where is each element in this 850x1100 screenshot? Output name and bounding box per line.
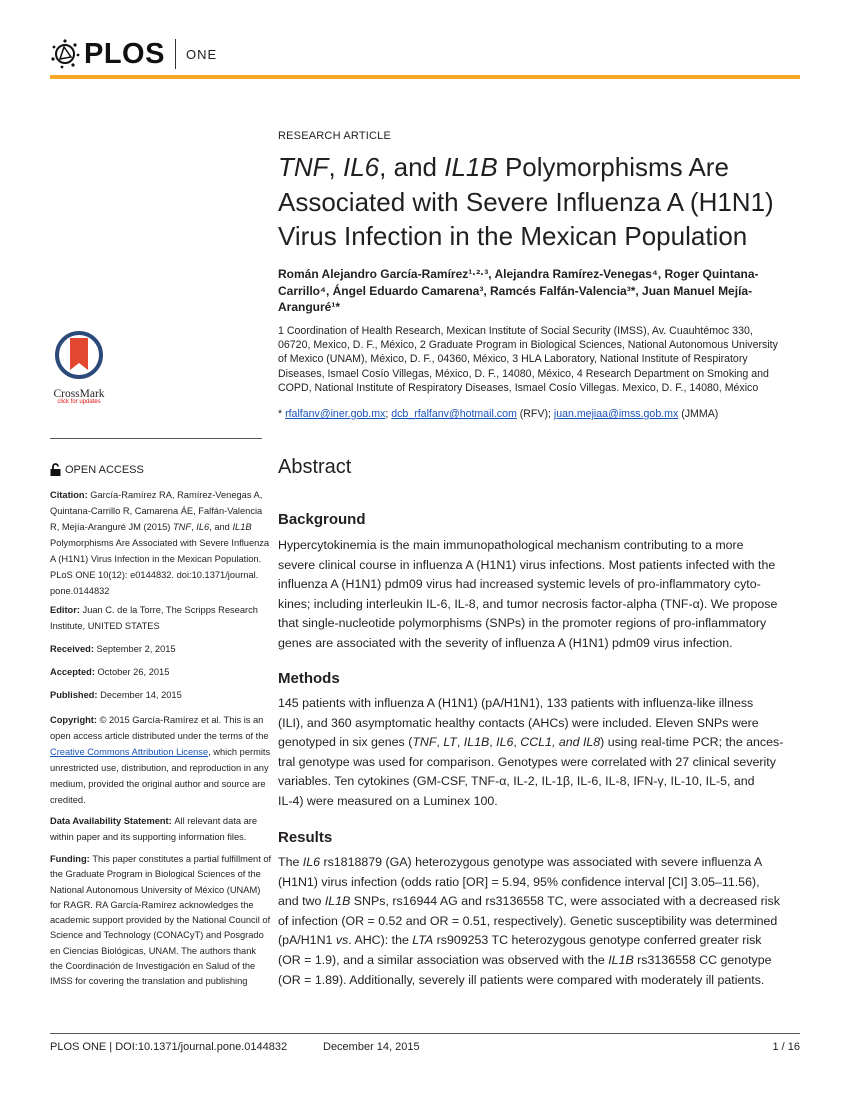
open-lock-icon <box>50 463 61 476</box>
funding-block <box>50 852 272 990</box>
data-availability-label: Data Availability Statement: <box>50 816 175 826</box>
email-note-1: (RFV); <box>516 408 554 420</box>
logo-divider <box>175 39 176 69</box>
text-line: medium, provided the original author and source are <box>50 779 266 789</box>
accepted-label: Accepted: <box>50 667 98 677</box>
affiliations <box>278 324 808 395</box>
text-segment: , <box>328 152 343 182</box>
italic-term: IL1B <box>232 522 252 532</box>
text-line: that single-nucleotide polymorphisms (SNPs) in the promoter regions of pro-inflammatory <box>278 616 767 631</box>
author-list <box>278 266 808 316</box>
crossmark-sub: click for updates <box>57 399 101 405</box>
text-line: severe clinical course in influenza A (H1N1) virus infections. Most patients infected with the <box>278 557 776 572</box>
text-line: variables. Ten cytokines (GM-CSF, TNF-α, IL-2, IL-1β, IL-6, IL-8, IFN-γ, IL-10, IL-5, and <box>278 774 755 789</box>
funding-label: Funding: <box>50 854 93 864</box>
email-link-3[interactable]: juan.mejiaa@imss.gob.mx <box>553 408 679 420</box>
italic-term: IL1B <box>463 735 490 750</box>
copyright-text-2: open access article distributed under the terms of the <box>50 731 269 741</box>
text-segment: rs1818879 (GA) heterozygous genotype was associated with severe influenza A <box>320 855 763 869</box>
data-availability-block <box>50 813 265 845</box>
copyright-rest <box>50 760 269 808</box>
text-line <box>278 853 818 873</box>
citation-first-line: García-Ramírez RA, Ramírez-Venegas A, <box>90 490 263 500</box>
text-line: IL-4) were measured on a Luminex 100. <box>278 793 498 808</box>
email-link-2[interactable]: dcb_rfalfanv@hotmail.com <box>391 408 517 420</box>
results-heading: Results <box>278 829 333 846</box>
abstract-heading: Abstract <box>278 456 352 478</box>
text-line: (H1N1) virus infection (odds ratio [OR] = 5.94, 95% confidence interval [CI] 3.05–11.56), <box>278 874 760 889</box>
text-line: 06720, Mexico, D. F., México, 2 Graduate Program in Biological Sciences, National Autonomous University <box>278 339 778 352</box>
citation-text <box>50 503 270 599</box>
plos-one-logo <box>50 36 217 72</box>
text-line <box>278 892 818 912</box>
italic-term: IL1B <box>324 894 351 909</box>
text-line: Associated with Severe Influenza A (H1N1) <box>278 186 774 217</box>
asterisk: * <box>278 408 286 420</box>
text-line: within paper and its supporting information files. <box>50 832 247 842</box>
italic-term: IL6 <box>496 735 514 750</box>
text-segment: Polymorphisms Are <box>497 152 729 182</box>
text-line: for RAGR. RA García-Ramírez acknowledges the <box>50 899 254 910</box>
accepted-line <box>50 664 265 680</box>
funding-rest <box>50 867 271 989</box>
accepted-date: October 26, 2015 <box>97 667 170 677</box>
text-line: Carrillo⁴, Ángel Eduardo Camarena³, Ramcés Falfán-Valencia³*, Juan Manuel Mejía- <box>278 283 753 298</box>
text-line: en Ciencias Biológicas, UNAM. The authors thank <box>50 945 257 956</box>
text-line: 145 patients with influenza A (H1N1) (pA/H1N1), 133 patients with influenza-like illness <box>278 696 754 710</box>
text-segment: , <box>191 522 197 532</box>
received-date: September 2, 2015 <box>96 644 176 654</box>
plos-globe-icon <box>50 39 80 69</box>
text-segment: R, Mejía-Aranguré JM (2015) <box>50 522 173 532</box>
crossmark-icon <box>54 330 104 380</box>
text-line <box>278 733 818 753</box>
published-line <box>50 687 265 703</box>
text-segment: (OR = 1.9), and a similar association was observed with the <box>278 952 609 967</box>
text-segment: , <box>456 735 464 750</box>
italic-term: vs <box>335 933 349 948</box>
header-accent-bar <box>50 75 800 79</box>
text-segment: rs3136558 CC genotype <box>633 952 772 967</box>
separator: ; <box>385 408 392 420</box>
text-segment: , <box>513 735 521 750</box>
received-label: Received: <box>50 644 97 654</box>
text-segment: rs909253 TC heterozygous genotype conferred greater risk <box>433 933 762 948</box>
text-line: Aranguré¹* <box>278 300 341 314</box>
text-line: kines; including interleukin IL-6, IL-8, and tumor necrosis factor-alpha (TNF-α). We propose <box>278 596 778 611</box>
footer-doi: PLOS ONE | DOI:10.1371/journal.pone.0144832 <box>50 1041 288 1053</box>
email-note-2: (JMMA) <box>678 408 719 420</box>
italic-term: IL1B <box>444 152 498 182</box>
text-line: (ILI), and 360 asymptomatic healthy contacts (AHCs) were included. Eleven SNPs were <box>278 715 759 730</box>
text-segment: genotyped in six genes ( <box>278 735 413 750</box>
citation-block <box>50 487 270 599</box>
text-line: IMSS for covering the translation and publishing <box>50 976 248 987</box>
text-segment: . AHC): the <box>348 933 413 948</box>
text-line: tral genotype was used for comparison. Genotypes were correlated with 27 clinical severity <box>278 754 776 769</box>
footer-date: December 14, 2015 <box>323 1041 420 1053</box>
text-line <box>278 951 818 971</box>
copyright-label: Copyright: <box>50 715 100 725</box>
journal-name: ONE <box>185 46 218 62</box>
text-line: PLoS ONE 10(12): e0144832. doi:10.1371/journal. <box>50 570 259 580</box>
data-availability-text: All relevant data are <box>174 816 258 826</box>
methods-heading: Methods <box>278 670 340 687</box>
copyright-block <box>50 712 271 808</box>
italic-term: CCL1, and IL8 <box>520 735 601 750</box>
text-line: Román Alejandro García-Ramírez¹·²·³, Alejandra Ramírez-Venegas⁴, Roger Quintana- <box>278 267 759 281</box>
brand-name: PLOS <box>84 37 165 70</box>
text-segment: and two <box>278 894 325 909</box>
text-line: 1 Coordination of Health Research, Mexican Institute of Social Security (IMSS), Av. Cuauhtémoc 330, <box>278 325 753 337</box>
editor-label: Editor: <box>50 605 83 615</box>
text-line: A (H1N1) Virus Infection in the Mexican Population. <box>50 554 262 564</box>
open-access-badge <box>50 463 144 476</box>
text-line: Science and Technology (CONACyT) and Posgrado <box>50 930 264 941</box>
text-line: Quintana-Carrillo R, Camarena ÁE, Falfán-Valencia <box>50 506 263 516</box>
text-line: pone.0144832 <box>50 586 110 596</box>
text-line: the Graduate Program in Biological Sciences of the <box>50 869 261 880</box>
editor-block <box>50 602 265 634</box>
text-line: (OR = 1.89). Additionally, severely ill patients were compared with moderately ill patients. <box>278 972 765 987</box>
text-segment: , <box>489 735 497 750</box>
text-line: National Autonomous University of México (UNAM) <box>50 884 261 895</box>
sidebar-divider <box>50 438 262 439</box>
text-line: COPD, National Institute of Respiratory Diseases, Ismael Cosío Villegas. Mexico, D. F., 14080, México <box>278 381 759 394</box>
text-line: academic support provided by the National Council of <box>50 915 271 926</box>
text-line: credited. <box>50 795 86 805</box>
text-segment: SNPs, rs16944 AG and rs3136558 TC, were associated with a decreased risk <box>350 894 780 909</box>
text-line: Virus Infection in the Mexican Population <box>278 221 748 251</box>
text-line: of infection (OR = 0.52 and OR = 0.51, respectively). Genetic susceptibility was determined <box>278 913 778 928</box>
text-line: the Coordinación de Investigación en Salud of the <box>50 961 256 972</box>
corresponding-emails <box>278 408 718 420</box>
published-date: December 14, 2015 <box>100 690 182 700</box>
email-link-1[interactable]: rfalfanv@iner.gob.mx <box>285 408 386 420</box>
text-line: influenza A (H1N1) pdm09 virus had increased systemic levels of pro-inflammatory cyto- <box>278 577 761 592</box>
text-line: Polymorphisms Are Associated with Severe Influenza <box>50 538 270 548</box>
text-segment: , and <box>209 522 233 532</box>
footer-divider <box>50 1033 800 1034</box>
text-segment: The <box>278 855 303 869</box>
italic-term: LTA <box>412 933 434 948</box>
text-line <box>50 519 265 535</box>
italic-term: TNF <box>278 152 329 182</box>
text-segment: , <box>436 735 444 750</box>
citation-label: Citation: <box>50 490 91 500</box>
received-line <box>50 641 265 657</box>
italic-term: IL6 <box>196 522 210 532</box>
article-type: RESEARCH ARTICLE <box>278 130 392 142</box>
editor-text: Juan C. de la Torre, The Scripps Research <box>82 605 258 615</box>
text-line: genes are associated with the severity of influenza A (H1N1) pdm09 virus infection. <box>278 635 733 650</box>
text-line: unrestricted use, distribution, and reproduction in any <box>50 763 269 773</box>
text-line: Hypercytokinemia is the main immunopathological mechanism contributing to a more <box>278 538 744 552</box>
italic-term: TNF <box>412 735 437 750</box>
italic-term: TNF <box>172 522 192 532</box>
page-number: 1 / 16 <box>772 1041 800 1053</box>
background-text <box>278 536 818 654</box>
italic-term: IL1B <box>608 952 634 967</box>
text-line <box>278 931 818 951</box>
text-line: of Mexico (UNAM), México, D. F., 04360, México, 3 HLA Laboratory, National Institute of Respiratory <box>278 353 748 366</box>
crossmark-label: CrossMark <box>53 388 105 400</box>
text-line <box>278 150 818 185</box>
crossmark-badge[interactable] <box>48 330 110 405</box>
text-segment: , and <box>379 152 445 182</box>
open-access-label: OPEN ACCESS <box>65 463 144 476</box>
italic-term: LT <box>443 735 457 750</box>
data-availability-rest <box>50 829 265 845</box>
results-text <box>278 853 818 990</box>
text-line: Diseases, Ismael Cosío Villegas, México, D. F., 14080, México, 4 Research Department on Smoking and <box>278 367 769 380</box>
background-heading: Background <box>278 511 366 528</box>
editor-text-2: Institute, UNITED STATES <box>50 621 160 631</box>
cc-license-link[interactable]: Creative Commons Attribution License <box>50 747 209 757</box>
italic-term: IL6 <box>302 855 321 869</box>
italic-term: IL6 <box>343 152 380 182</box>
text-segment: (pA/H1N1 <box>278 933 336 948</box>
text-segment: ) using real-time PCR; the ances- <box>600 735 784 750</box>
methods-text <box>278 694 818 812</box>
published-label: Published: <box>50 690 101 700</box>
article-title <box>278 150 818 254</box>
funding-text: This paper constitutes a partial fulfillment of <box>92 854 272 864</box>
copyright-text-3: , which permits <box>208 747 271 757</box>
copyright-text: © 2015 García-Ramírez et al. This is an <box>99 715 264 725</box>
